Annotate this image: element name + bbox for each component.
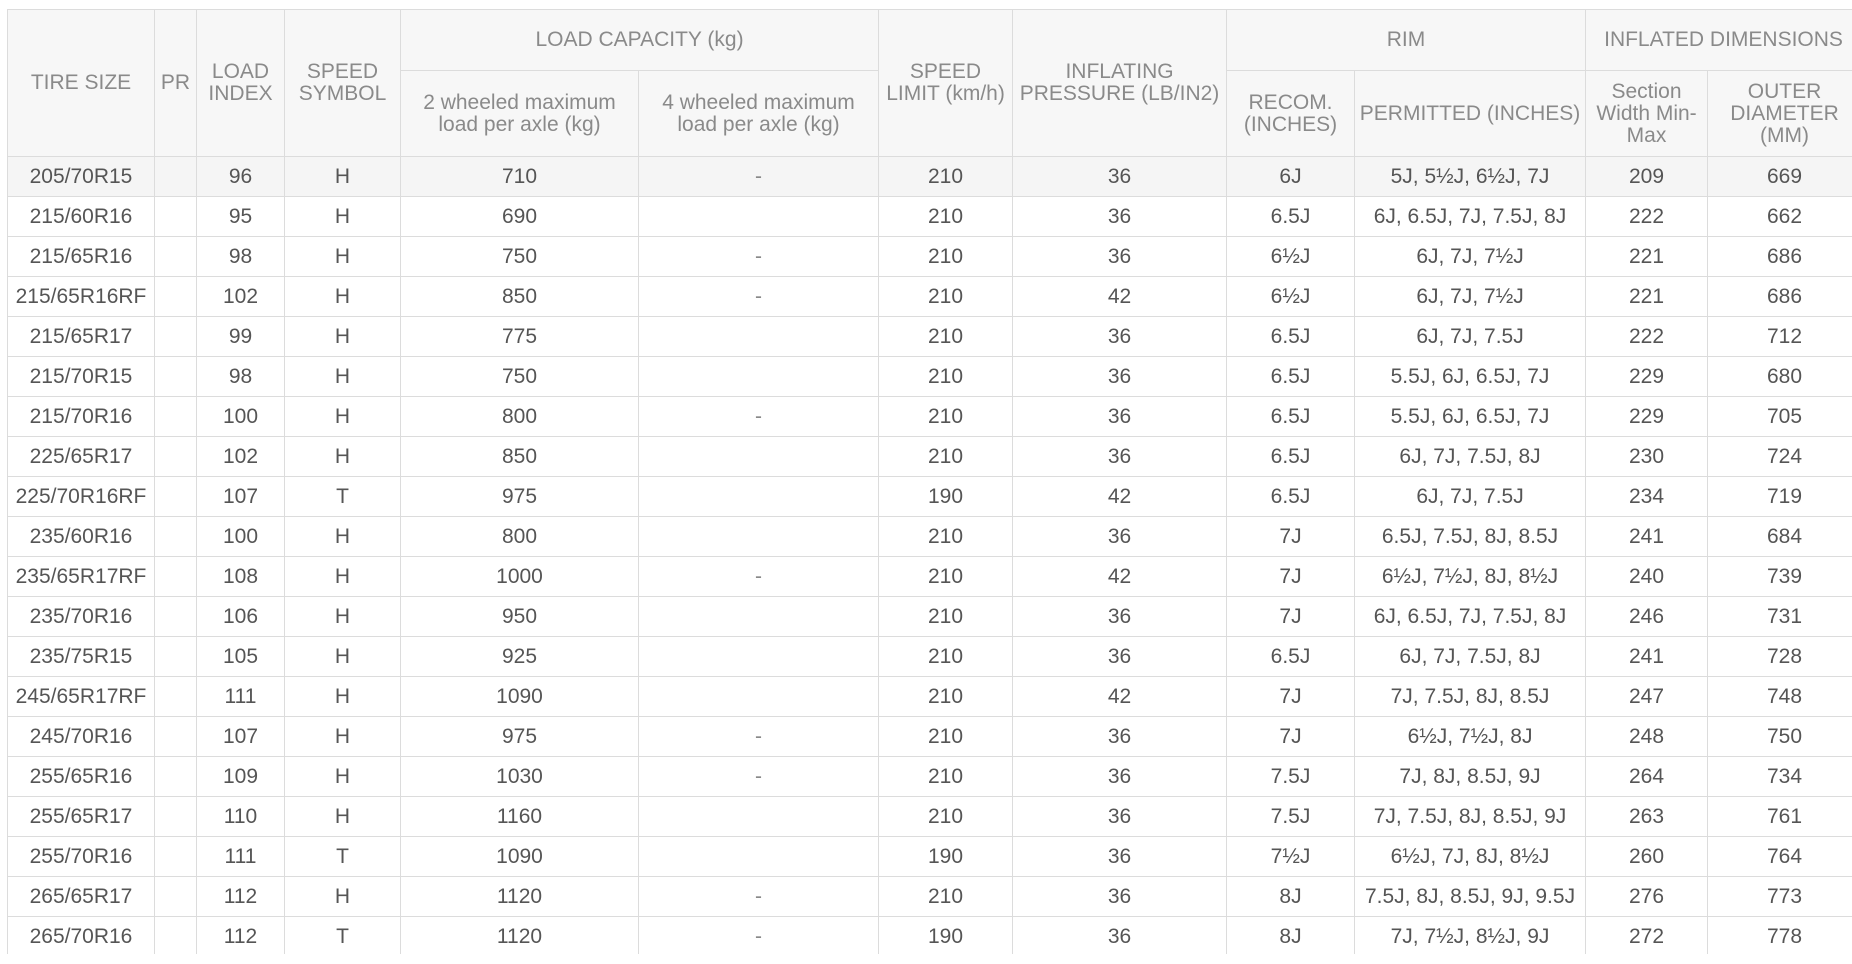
cell-load-index: 105 (197, 637, 285, 677)
cell-four-wheeled-load (639, 357, 879, 397)
cell-outer-diameter: 705 (1708, 397, 1852, 437)
tire-spec-table (7, 9, 1852, 954)
table-row (8, 437, 1852, 477)
cell-two-wheeled-load: 710 (401, 157, 639, 197)
cell-section-width: 246 (1586, 597, 1708, 637)
cell-rim-recommended: 6½J (1227, 277, 1355, 317)
cell-inflating-pressure: 36 (1013, 797, 1227, 837)
cell-speed-limit: 210 (879, 357, 1013, 397)
header-tire-size: TIRE SIZE (8, 10, 155, 157)
table-header (8, 10, 1852, 157)
cell-two-wheeled-load: 925 (401, 637, 639, 677)
cell-rim-permitted: 5.5J, 6J, 6.5J, 7J (1355, 357, 1586, 397)
cell-pr (155, 317, 197, 357)
cell-pr (155, 797, 197, 837)
cell-section-width: 247 (1586, 677, 1708, 717)
cell-pr (155, 517, 197, 557)
cell-inflating-pressure: 42 (1013, 677, 1227, 717)
cell-section-width: 240 (1586, 557, 1708, 597)
cell-two-wheeled-load: 950 (401, 597, 639, 637)
table-row (8, 877, 1852, 917)
cell-outer-diameter: 686 (1708, 237, 1852, 277)
cell-rim-recommended: 6½J (1227, 237, 1355, 277)
cell-four-wheeled-load: - (639, 237, 879, 277)
cell-section-width: 241 (1586, 637, 1708, 677)
cell-outer-diameter: 686 (1708, 277, 1852, 317)
cell-rim-recommended: 7.5J (1227, 757, 1355, 797)
cell-load-index: 100 (197, 397, 285, 437)
cell-inflating-pressure: 36 (1013, 717, 1227, 757)
cell-speed-symbol: H (285, 597, 401, 637)
cell-two-wheeled-load: 1030 (401, 757, 639, 797)
cell-section-width: 260 (1586, 837, 1708, 877)
cell-load-index: 95 (197, 197, 285, 237)
cell-rim-recommended: 8J (1227, 917, 1355, 955)
cell-speed-symbol: H (285, 677, 401, 717)
cell-speed-limit: 210 (879, 717, 1013, 757)
cell-section-width: 241 (1586, 517, 1708, 557)
cell-inflating-pressure: 36 (1013, 597, 1227, 637)
cell-speed-limit: 210 (879, 517, 1013, 557)
cell-outer-diameter: 764 (1708, 837, 1852, 877)
table-row (8, 477, 1852, 517)
table-row (8, 757, 1852, 797)
cell-inflating-pressure: 42 (1013, 277, 1227, 317)
cell-four-wheeled-load (639, 637, 879, 677)
cell-outer-diameter: 719 (1708, 477, 1852, 517)
cell-tire-size: 265/65R17 (8, 877, 155, 917)
cell-rim-permitted: 7J, 8J, 8.5J, 9J (1355, 757, 1586, 797)
cell-rim-permitted: 7J, 7½J, 8½J, 9J (1355, 917, 1586, 955)
cell-rim-recommended: 6.5J (1227, 197, 1355, 237)
cell-outer-diameter: 778 (1708, 917, 1852, 955)
cell-four-wheeled-load (639, 317, 879, 357)
cell-speed-limit: 210 (879, 237, 1013, 277)
cell-tire-size: 235/75R15 (8, 637, 155, 677)
cell-speed-limit: 190 (879, 837, 1013, 877)
cell-four-wheeled-load: - (639, 757, 879, 797)
header-speed-symbol: SPEED SYMBOL (285, 10, 401, 157)
cell-load-index: 112 (197, 877, 285, 917)
cell-speed-symbol: H (285, 317, 401, 357)
cell-speed-limit: 210 (879, 597, 1013, 637)
cell-outer-diameter: 739 (1708, 557, 1852, 597)
cell-rim-recommended: 6J (1227, 157, 1355, 197)
cell-section-width: 276 (1586, 877, 1708, 917)
cell-section-width: 222 (1586, 197, 1708, 237)
cell-speed-symbol: H (285, 757, 401, 797)
cell-load-index: 108 (197, 557, 285, 597)
cell-inflating-pressure: 36 (1013, 317, 1227, 357)
cell-tire-size: 215/70R15 (8, 357, 155, 397)
cell-rim-recommended: 7J (1227, 717, 1355, 757)
header-load-capacity: LOAD CAPACITY (kg) (401, 10, 879, 71)
table-row (8, 917, 1852, 955)
cell-outer-diameter: 680 (1708, 357, 1852, 397)
cell-outer-diameter: 773 (1708, 877, 1852, 917)
table-row (8, 637, 1852, 677)
cell-rim-recommended: 7J (1227, 557, 1355, 597)
cell-rim-permitted: 6J, 6.5J, 7J, 7.5J, 8J (1355, 197, 1586, 237)
cell-rim-permitted: 6J, 7J, 7.5J, 8J (1355, 437, 1586, 477)
cell-speed-symbol: T (285, 837, 401, 877)
cell-speed-symbol: T (285, 477, 401, 517)
cell-speed-limit: 210 (879, 557, 1013, 597)
cell-inflating-pressure: 36 (1013, 437, 1227, 477)
cell-rim-permitted: 6J, 7J, 7.5J (1355, 317, 1586, 357)
cell-speed-limit: 190 (879, 477, 1013, 517)
cell-speed-symbol: H (285, 357, 401, 397)
cell-two-wheeled-load: 800 (401, 517, 639, 557)
cell-pr (155, 477, 197, 517)
cell-speed-limit: 210 (879, 637, 1013, 677)
header-speed-limit: SPEED LIMIT (km/h) (879, 10, 1013, 157)
cell-outer-diameter: 734 (1708, 757, 1852, 797)
cell-tire-size: 235/65R17RF (8, 557, 155, 597)
header-inflating-pressure: INFLATING PRESSURE (LB/IN2) (1013, 10, 1227, 157)
cell-two-wheeled-load: 1160 (401, 797, 639, 837)
cell-speed-symbol: H (285, 157, 401, 197)
cell-speed-symbol: H (285, 877, 401, 917)
cell-two-wheeled-load: 1090 (401, 677, 639, 717)
cell-rim-recommended: 7.5J (1227, 797, 1355, 837)
cell-two-wheeled-load: 1120 (401, 917, 639, 955)
cell-four-wheeled-load (639, 677, 879, 717)
cell-load-index: 102 (197, 437, 285, 477)
cell-two-wheeled-load: 1000 (401, 557, 639, 597)
cell-section-width: 264 (1586, 757, 1708, 797)
table-row (8, 237, 1852, 277)
cell-tire-size: 215/60R16 (8, 197, 155, 237)
cell-speed-symbol: H (285, 797, 401, 837)
header-inflated-dimensions: INFLATED DIMENSIONS (1586, 10, 1852, 71)
cell-four-wheeled-load: - (639, 157, 879, 197)
table-row (8, 717, 1852, 757)
cell-rim-recommended: 6.5J (1227, 317, 1355, 357)
cell-inflating-pressure: 36 (1013, 877, 1227, 917)
cell-speed-symbol: H (285, 437, 401, 477)
cell-four-wheeled-load (639, 797, 879, 837)
cell-load-index: 106 (197, 597, 285, 637)
cell-inflating-pressure: 36 (1013, 517, 1227, 557)
cell-section-width: 229 (1586, 357, 1708, 397)
cell-rim-recommended: 6.5J (1227, 437, 1355, 477)
header-rim-permitted: PERMITTED (INCHES) (1355, 71, 1586, 157)
cell-rim-permitted: 6J, 6.5J, 7J, 7.5J, 8J (1355, 597, 1586, 637)
cell-two-wheeled-load: 975 (401, 477, 639, 517)
cell-pr (155, 837, 197, 877)
cell-section-width: 263 (1586, 797, 1708, 837)
cell-outer-diameter: 761 (1708, 797, 1852, 837)
cell-rim-permitted: 5J, 5½J, 6½J, 7J (1355, 157, 1586, 197)
table-row (8, 597, 1852, 637)
cell-section-width: 221 (1586, 277, 1708, 317)
cell-rim-permitted: 5.5J, 6J, 6.5J, 7J (1355, 397, 1586, 437)
cell-section-width: 229 (1586, 397, 1708, 437)
table-row (8, 277, 1852, 317)
cell-load-index: 111 (197, 677, 285, 717)
header-rim-recommended: RECOM. (INCHES) (1227, 71, 1355, 157)
cell-section-width: 234 (1586, 477, 1708, 517)
cell-rim-recommended: 6.5J (1227, 477, 1355, 517)
cell-outer-diameter: 712 (1708, 317, 1852, 357)
table-row (8, 357, 1852, 397)
cell-pr (155, 597, 197, 637)
cell-rim-permitted: 6J, 7J, 7½J (1355, 237, 1586, 277)
cell-load-index: 112 (197, 917, 285, 955)
cell-rim-permitted: 7J, 7.5J, 8J, 8.5J (1355, 677, 1586, 717)
cell-two-wheeled-load: 1090 (401, 837, 639, 877)
cell-section-width: 222 (1586, 317, 1708, 357)
cell-load-index: 98 (197, 237, 285, 277)
cell-speed-symbol: T (285, 917, 401, 955)
cell-inflating-pressure: 36 (1013, 237, 1227, 277)
cell-tire-size: 225/70R16RF (8, 477, 155, 517)
cell-load-index: 98 (197, 357, 285, 397)
table-row (8, 517, 1852, 557)
cell-tire-size: 265/70R16 (8, 917, 155, 955)
cell-two-wheeled-load: 750 (401, 357, 639, 397)
cell-rim-recommended: 6.5J (1227, 637, 1355, 677)
cell-rim-recommended: 8J (1227, 877, 1355, 917)
cell-section-width: 248 (1586, 717, 1708, 757)
cell-four-wheeled-load (639, 597, 879, 637)
cell-tire-size: 205/70R15 (8, 157, 155, 197)
cell-load-index: 96 (197, 157, 285, 197)
cell-speed-limit: 210 (879, 277, 1013, 317)
cell-rim-permitted: 7.5J, 8J, 8.5J, 9J, 9.5J (1355, 877, 1586, 917)
cell-load-index: 100 (197, 517, 285, 557)
cell-rim-permitted: 6.5J, 7.5J, 8J, 8.5J (1355, 517, 1586, 557)
cell-inflating-pressure: 36 (1013, 837, 1227, 877)
cell-speed-symbol: H (285, 517, 401, 557)
cell-pr (155, 157, 197, 197)
cell-pr (155, 677, 197, 717)
cell-inflating-pressure: 36 (1013, 757, 1227, 797)
table-row (8, 557, 1852, 597)
header-outer-diameter: OUTER DIAMETER (MM) (1708, 71, 1852, 157)
cell-four-wheeled-load (639, 477, 879, 517)
cell-four-wheeled-load (639, 437, 879, 477)
cell-tire-size: 215/65R16RF (8, 277, 155, 317)
cell-outer-diameter: 748 (1708, 677, 1852, 717)
cell-inflating-pressure: 42 (1013, 477, 1227, 517)
cell-pr (155, 637, 197, 677)
cell-speed-symbol: H (285, 397, 401, 437)
cell-four-wheeled-load (639, 197, 879, 237)
cell-tire-size: 245/70R16 (8, 717, 155, 757)
cell-rim-recommended: 7J (1227, 597, 1355, 637)
cell-rim-permitted: 6½J, 7J, 8J, 8½J (1355, 837, 1586, 877)
cell-rim-permitted: 6J, 7J, 7½J (1355, 277, 1586, 317)
cell-rim-permitted: 6½J, 7½J, 8J, 8½J (1355, 557, 1586, 597)
cell-rim-recommended: 6.5J (1227, 357, 1355, 397)
cell-pr (155, 277, 197, 317)
cell-inflating-pressure: 36 (1013, 357, 1227, 397)
cell-four-wheeled-load (639, 837, 879, 877)
cell-speed-limit: 210 (879, 437, 1013, 477)
cell-speed-symbol: H (285, 237, 401, 277)
cell-four-wheeled-load: - (639, 397, 879, 437)
cell-rim-recommended: 7½J (1227, 837, 1355, 877)
cell-load-index: 110 (197, 797, 285, 837)
cell-load-index: 109 (197, 757, 285, 797)
cell-pr (155, 757, 197, 797)
cell-rim-recommended: 7J (1227, 517, 1355, 557)
cell-rim-permitted: 7J, 7.5J, 8J, 8.5J, 9J (1355, 797, 1586, 837)
cell-four-wheeled-load (639, 517, 879, 557)
cell-load-index: 111 (197, 837, 285, 877)
header-load-index: LOAD INDEX (197, 10, 285, 157)
cell-speed-symbol: H (285, 717, 401, 757)
cell-two-wheeled-load: 850 (401, 277, 639, 317)
cell-load-index: 102 (197, 277, 285, 317)
cell-two-wheeled-load: 690 (401, 197, 639, 237)
cell-outer-diameter: 724 (1708, 437, 1852, 477)
header-two-wheeled-load: 2 wheeled maximum load per axle (kg) (401, 71, 639, 157)
cell-pr (155, 877, 197, 917)
cell-inflating-pressure: 36 (1013, 157, 1227, 197)
cell-two-wheeled-load: 850 (401, 437, 639, 477)
cell-two-wheeled-load: 1120 (401, 877, 639, 917)
cell-section-width: 230 (1586, 437, 1708, 477)
cell-rim-recommended: 6.5J (1227, 397, 1355, 437)
cell-speed-symbol: H (285, 277, 401, 317)
cell-section-width: 221 (1586, 237, 1708, 277)
cell-load-index: 107 (197, 717, 285, 757)
header-pr: PR (155, 10, 197, 157)
header-section-width: Section Width Min-Max (1586, 71, 1708, 157)
cell-speed-symbol: H (285, 637, 401, 677)
cell-speed-limit: 210 (879, 397, 1013, 437)
table-body (8, 157, 1852, 955)
cell-inflating-pressure: 42 (1013, 557, 1227, 597)
cell-load-index: 107 (197, 477, 285, 517)
header-four-wheeled-load: 4 wheeled maximum load per axle (kg) (639, 71, 879, 157)
cell-inflating-pressure: 36 (1013, 197, 1227, 237)
cell-pr (155, 397, 197, 437)
cell-tire-size: 215/70R16 (8, 397, 155, 437)
cell-tire-size: 255/65R17 (8, 797, 155, 837)
cell-outer-diameter: 728 (1708, 637, 1852, 677)
cell-tire-size: 225/65R17 (8, 437, 155, 477)
table-row (8, 157, 1852, 197)
cell-rim-permitted: 6½J, 7½J, 8J (1355, 717, 1586, 757)
tire-spec-table-container (7, 9, 1852, 954)
cell-outer-diameter: 750 (1708, 717, 1852, 757)
cell-four-wheeled-load: - (639, 557, 879, 597)
cell-speed-limit: 210 (879, 317, 1013, 357)
cell-two-wheeled-load: 800 (401, 397, 639, 437)
table-row (8, 677, 1852, 717)
cell-outer-diameter: 669 (1708, 157, 1852, 197)
cell-inflating-pressure: 36 (1013, 917, 1227, 955)
cell-tire-size: 255/65R16 (8, 757, 155, 797)
cell-speed-limit: 210 (879, 877, 1013, 917)
cell-inflating-pressure: 36 (1013, 397, 1227, 437)
cell-speed-limit: 210 (879, 157, 1013, 197)
cell-outer-diameter: 684 (1708, 517, 1852, 557)
cell-section-width: 209 (1586, 157, 1708, 197)
cell-speed-symbol: H (285, 197, 401, 237)
table-row (8, 317, 1852, 357)
cell-tire-size: 235/60R16 (8, 517, 155, 557)
cell-rim-recommended: 7J (1227, 677, 1355, 717)
cell-pr (155, 237, 197, 277)
cell-outer-diameter: 731 (1708, 597, 1852, 637)
cell-four-wheeled-load: - (639, 277, 879, 317)
cell-pr (155, 197, 197, 237)
cell-speed-limit: 210 (879, 757, 1013, 797)
cell-pr (155, 437, 197, 477)
cell-speed-limit: 190 (879, 917, 1013, 955)
cell-tire-size: 245/65R17RF (8, 677, 155, 717)
table-row (8, 397, 1852, 437)
cell-tire-size: 255/70R16 (8, 837, 155, 877)
cell-four-wheeled-load: - (639, 717, 879, 757)
table-row (8, 837, 1852, 877)
cell-speed-symbol: H (285, 557, 401, 597)
cell-speed-limit: 210 (879, 797, 1013, 837)
cell-speed-limit: 210 (879, 677, 1013, 717)
cell-tire-size: 235/70R16 (8, 597, 155, 637)
cell-tire-size: 215/65R17 (8, 317, 155, 357)
cell-tire-size: 215/65R16 (8, 237, 155, 277)
cell-speed-limit: 210 (879, 197, 1013, 237)
cell-two-wheeled-load: 750 (401, 237, 639, 277)
cell-two-wheeled-load: 975 (401, 717, 639, 757)
header-rim: RIM (1227, 10, 1586, 71)
cell-section-width: 272 (1586, 917, 1708, 955)
cell-rim-permitted: 6J, 7J, 7.5J (1355, 477, 1586, 517)
cell-four-wheeled-load: - (639, 917, 879, 955)
cell-outer-diameter: 662 (1708, 197, 1852, 237)
table-row (8, 797, 1852, 837)
cell-two-wheeled-load: 775 (401, 317, 639, 357)
table-row (8, 197, 1852, 237)
cell-rim-permitted: 6J, 7J, 7.5J, 8J (1355, 637, 1586, 677)
cell-load-index: 99 (197, 317, 285, 357)
cell-pr (155, 557, 197, 597)
cell-pr (155, 917, 197, 955)
cell-four-wheeled-load: - (639, 877, 879, 917)
cell-pr (155, 717, 197, 757)
cell-inflating-pressure: 36 (1013, 637, 1227, 677)
cell-pr (155, 357, 197, 397)
